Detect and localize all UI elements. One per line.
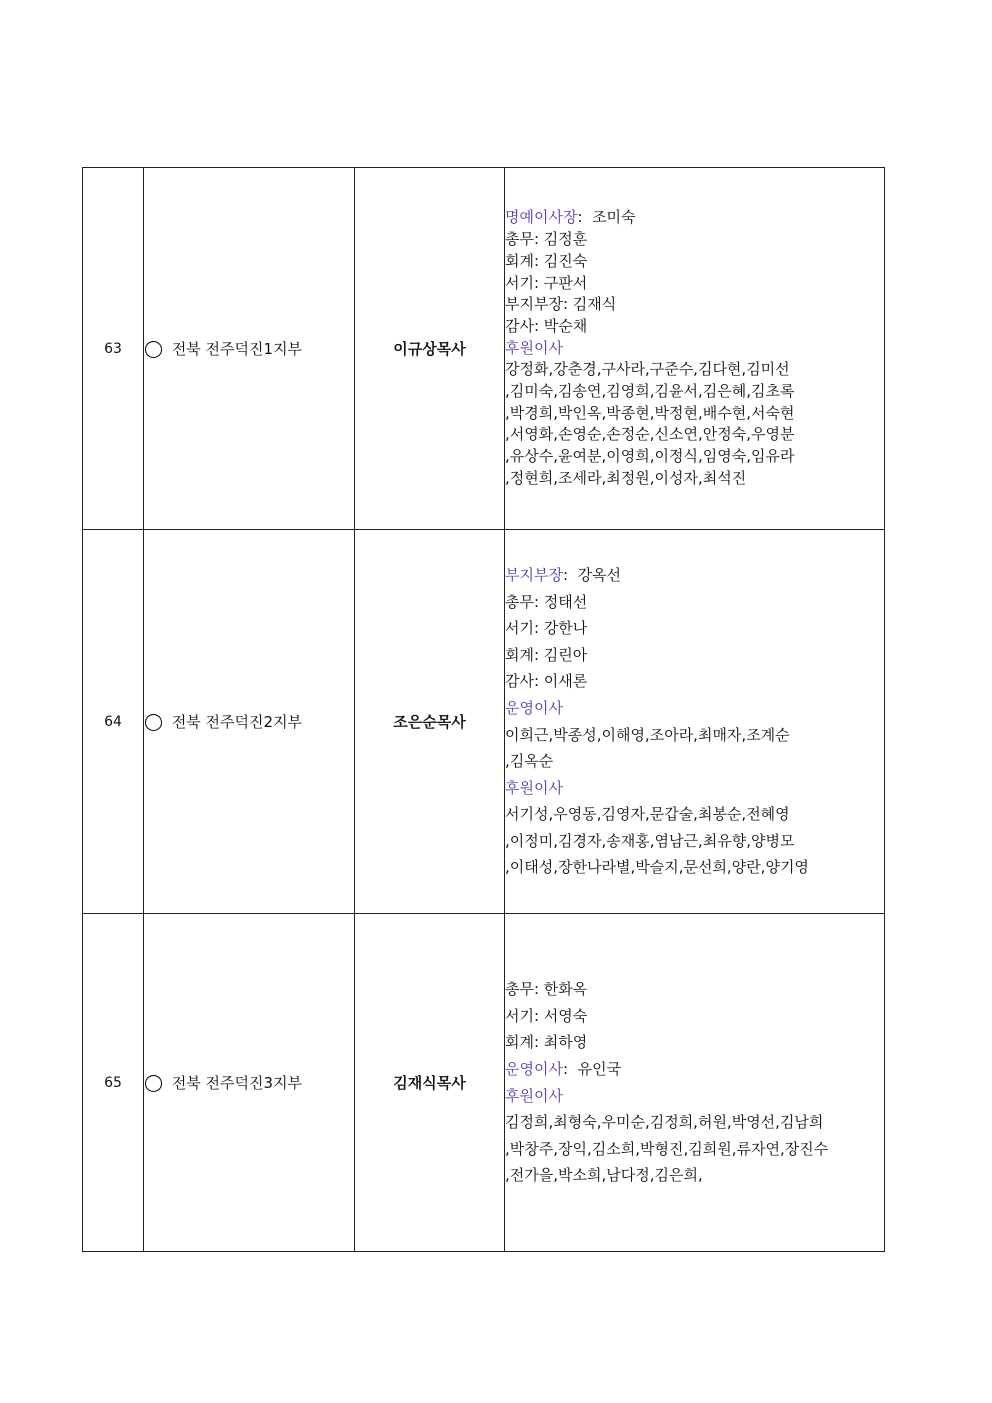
officer-line — [505, 1003, 884, 1030]
officer-role-title: 운영이사 — [505, 1059, 563, 1078]
officer-names: 감사: 이새론 — [505, 672, 588, 691]
branch-name-cell — [144, 914, 355, 1252]
officer-names: 총무: 한화옥 — [505, 980, 588, 999]
officer-line — [505, 338, 884, 360]
table-row — [83, 168, 885, 530]
role-separator: : — [577, 208, 583, 227]
officer-role-title: 후원이사 — [505, 338, 563, 357]
circle-icon: ◯ — [144, 1073, 164, 1093]
officer-names: 강옥선 — [577, 565, 622, 584]
officer-line — [505, 722, 884, 749]
officer-role-title: 운영이사 — [505, 698, 563, 717]
officer-line — [505, 1109, 884, 1136]
pastor-name: 이규상목사 — [355, 168, 505, 530]
officer-names: ,유상수,윤여분,이영희,이정식,임영숙,임유라 — [505, 447, 795, 466]
officer-names: ,박창주,장익,김소희,박형진,김희원,류자연,장진수 — [505, 1139, 829, 1158]
officer-list — [505, 168, 885, 530]
branch-name: 전북 전주덕진3지부 — [171, 1074, 303, 1092]
officer-line — [505, 316, 884, 338]
officer-line — [505, 424, 884, 446]
table-row — [83, 914, 885, 1252]
officer-names: 감사: 박순채 — [505, 316, 588, 335]
officer-names: 유인국 — [577, 1059, 622, 1078]
officer-line — [505, 562, 884, 589]
officer-names: 총무: 김정훈 — [505, 230, 588, 249]
officer-line — [505, 695, 884, 722]
row-number: 63 — [83, 168, 144, 530]
branch-name-cell — [144, 530, 355, 914]
officer-line — [505, 748, 884, 775]
officer-list — [505, 914, 885, 1252]
officer-names: ,정현희,조세라,최정원,이성자,최석진 — [505, 468, 747, 487]
officer-names: 이희근,박종성,이해영,조아라,최매자,조계순 — [505, 725, 790, 744]
officer-names: 부지부장: 김재식 — [505, 295, 617, 314]
officer-names: 강정화,강춘경,구사라,구준수,김다현,김미선 — [505, 360, 790, 379]
officer-line — [505, 976, 884, 1003]
officer-line — [505, 615, 884, 642]
circle-icon: ◯ — [144, 339, 164, 359]
officer-role-title: 부지부장 — [505, 565, 563, 584]
officer-line — [505, 854, 884, 881]
officer-line — [505, 775, 884, 802]
row-number: 65 — [83, 914, 144, 1252]
officer-line — [505, 1162, 884, 1189]
branch-name: 전북 전주덕진2지부 — [171, 713, 303, 731]
officer-line — [505, 294, 884, 316]
officer-line — [505, 1083, 884, 1110]
pastor-name: 조은순목사 — [355, 530, 505, 914]
officer-line — [505, 801, 884, 828]
officer-names: ,서영화,손영순,손정순,신소연,안정숙,우영분 — [505, 425, 795, 444]
branch-name: 전북 전주덕진1지부 — [171, 340, 303, 358]
officer-names: 서기성,우영동,김영자,문갑술,최봉순,전혜영 — [505, 805, 790, 824]
officer-role-title: 후원이사 — [505, 1086, 563, 1105]
row-number: 64 — [83, 530, 144, 914]
officer-names: 회계: 김린아 — [505, 645, 588, 664]
role-separator: : — [562, 1059, 569, 1078]
officer-names: ,김미숙,김송연,김영희,김윤서,김은혜,김초록 — [505, 382, 795, 401]
officer-line — [505, 828, 884, 855]
officer-line — [505, 468, 884, 490]
officer-names: 서기: 강한나 — [505, 619, 588, 638]
officer-names: 김정희,최형숙,우미순,김정희,허원,박영선,김남희 — [505, 1113, 824, 1132]
pastor-name: 김재식목사 — [355, 914, 505, 1252]
branch-name-cell — [144, 168, 355, 530]
officer-line — [505, 359, 884, 381]
officer-names: 조미숙 — [592, 208, 636, 227]
officer-line — [505, 1056, 884, 1083]
officer-names: ,김옥순 — [505, 752, 554, 771]
circle-icon: ◯ — [144, 712, 164, 732]
officer-line — [505, 446, 884, 468]
officer-names: ,박경희,박인옥,박종현,박정현,배수현,서숙현 — [505, 403, 795, 422]
officer-role-title: 명예이사장 — [505, 208, 578, 227]
branch-roster-table — [82, 167, 885, 1252]
officer-line — [505, 1029, 884, 1056]
role-separator: : — [562, 565, 569, 584]
officer-names: 서기: 서영숙 — [505, 1006, 588, 1025]
officer-names: 서기: 구판서 — [505, 273, 588, 292]
officer-line — [505, 1136, 884, 1163]
officer-names: 회계: 최하영 — [505, 1033, 588, 1052]
officer-list — [505, 530, 885, 914]
officer-line — [505, 273, 884, 295]
officer-names: ,이태성,장한나라별,박슬지,문선희,양란,양기영 — [505, 858, 809, 877]
officer-line — [505, 229, 884, 251]
officer-line — [505, 642, 884, 669]
officer-line — [505, 381, 884, 403]
officer-names: 회계: 김진숙 — [505, 251, 588, 270]
officer-line — [505, 589, 884, 616]
officer-line — [505, 251, 884, 273]
officer-line — [505, 668, 884, 695]
officer-line — [505, 403, 884, 425]
officer-names: ,이정미,김경자,송재홍,염남근,최유향,양병모 — [505, 831, 795, 850]
table-row — [83, 530, 885, 914]
officer-names: 총무: 정태선 — [505, 592, 588, 611]
officer-line — [505, 207, 884, 229]
officer-names: ,전가을,박소희,남다정,김은희, — [505, 1166, 703, 1185]
officer-role-title: 후원이사 — [505, 778, 563, 797]
